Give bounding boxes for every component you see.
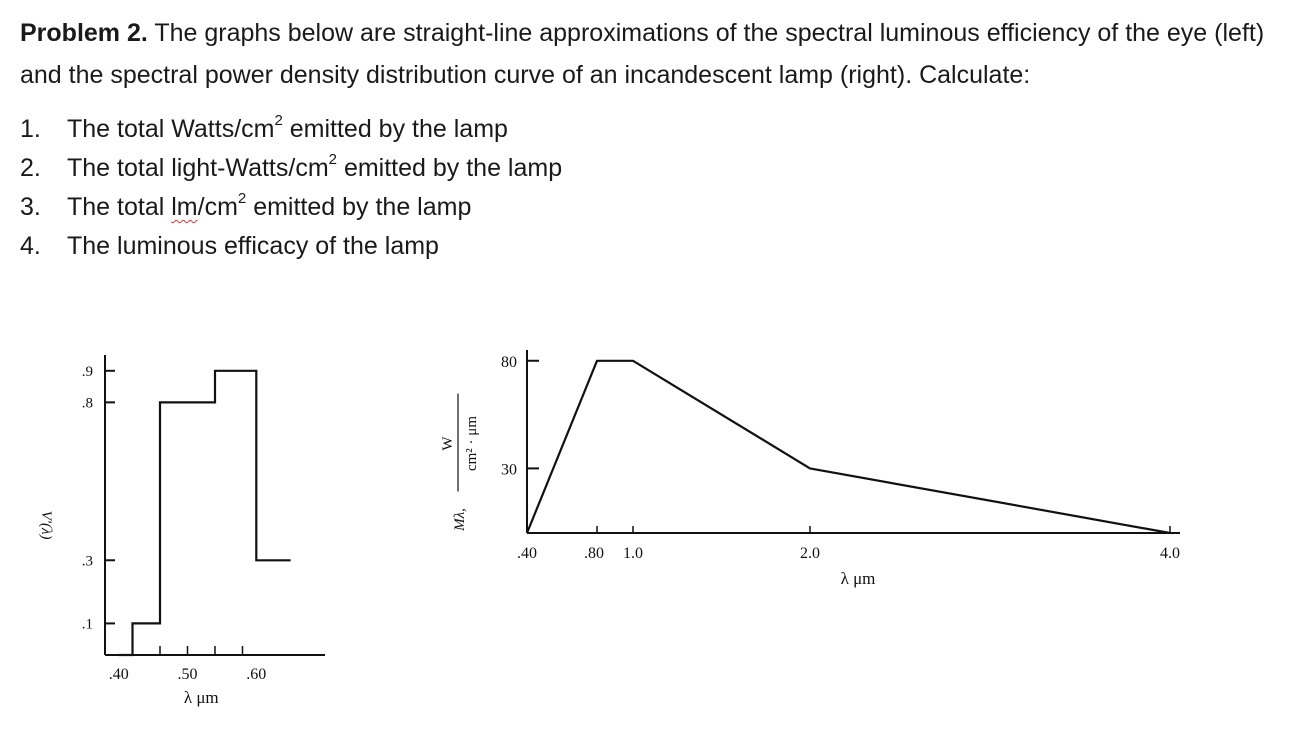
x-tick-label: .40: [517, 545, 537, 562]
efficiency-step-line: [119, 371, 291, 655]
problem-statement: [20, 12, 1280, 96]
x-tick-label: .60: [246, 666, 267, 683]
item-superscript: 2: [237, 189, 247, 207]
y-axis-label: V'(λ): [38, 510, 54, 540]
y-axis-label-symbol: Mλ,: [452, 508, 468, 531]
item-number: 1.: [20, 115, 41, 143]
x-axis-label: λ μm: [183, 688, 219, 707]
item-number: 4.: [20, 232, 41, 260]
y-axis-label-denominator: cm² · μm: [464, 415, 480, 472]
item-superscript: 2: [274, 111, 283, 129]
x-tick-label: .50: [177, 666, 198, 683]
item-superscript: 2: [328, 150, 337, 168]
spectral-power-chart: [420, 340, 1210, 600]
x-axis-label: λ μm: [840, 569, 876, 588]
list-item: [20, 227, 920, 266]
item-text-end: emitted by the lamp: [337, 154, 563, 182]
luminous-efficiency-chart: [20, 345, 340, 725]
item-text: The total light-Watts/cm: [67, 154, 329, 182]
problem-text: The graphs below are straight-line approximations of the spectral luminous efficiency of the eye (left) and the spectral power density distribution curve of an incandescent lamp (right). Calculate:: [20, 19, 1265, 89]
y-tick-label: 30: [501, 461, 517, 479]
y-tick-label: .3: [81, 553, 93, 570]
list-item: [20, 149, 920, 188]
task-list: [20, 110, 920, 266]
y-tick-label: .1: [81, 616, 93, 633]
x-tick-label: 1.0: [623, 545, 643, 562]
item-text-end: emitted by the lamp: [282, 115, 508, 143]
x-tick-label: 4.0: [1160, 545, 1180, 562]
y-axis-label-numerator: W: [440, 436, 456, 451]
x-tick-label: .40: [108, 666, 129, 683]
item-number: 3.: [20, 193, 41, 221]
item-number: 2.: [20, 154, 41, 182]
problem-label: Problem 2.: [20, 19, 148, 47]
spellcheck-word: lm: [171, 193, 198, 221]
item-text: The luminous efficacy of the lamp: [67, 232, 439, 260]
item-text: The total Watts/cm: [67, 115, 275, 143]
y-tick-label: .9: [81, 363, 93, 380]
item-text-end: emitted by the lamp: [246, 193, 472, 221]
x-tick-label: .80: [584, 545, 604, 562]
spectral-power-line: [527, 361, 1170, 533]
item-text: The total: [67, 193, 172, 221]
list-item: [20, 188, 920, 227]
list-item: [20, 110, 920, 149]
y-axis-label: [440, 394, 480, 532]
y-tick-label: 80: [501, 353, 517, 371]
item-text-unit: /cm: [197, 193, 238, 221]
y-tick-label: .8: [81, 395, 93, 412]
x-tick-label: 2.0: [800, 545, 820, 562]
